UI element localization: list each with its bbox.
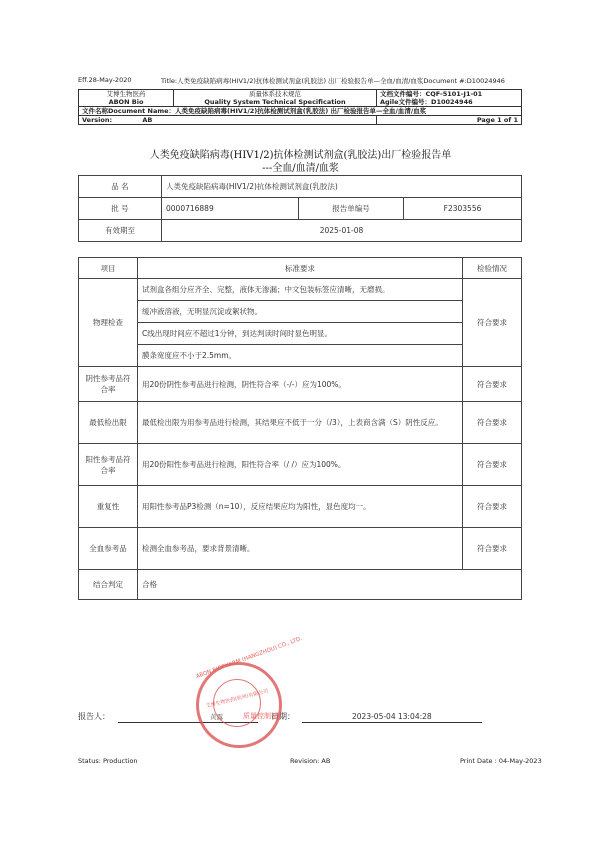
column-header-standard: 标准要求 bbox=[138, 258, 463, 279]
footer-revision: Revision: AB bbox=[290, 757, 331, 765]
inspection-table bbox=[78, 257, 522, 600]
report-date: 2023-05-04 13:04:28 bbox=[352, 712, 432, 721]
effective-date: Eff.28-May-2020 bbox=[78, 76, 132, 84]
conclusion-label: 结合判定 bbox=[79, 570, 138, 600]
report-no-value: F2303556 bbox=[404, 198, 522, 220]
row-item: 重复性 bbox=[79, 486, 138, 528]
physical-check-result: 符合要求 bbox=[463, 279, 522, 367]
table-row bbox=[79, 444, 522, 486]
reporter-name: 黄露 bbox=[210, 713, 223, 721]
number-cell bbox=[377, 90, 522, 107]
row-result: 符合要求 bbox=[463, 528, 522, 570]
table-row bbox=[79, 486, 522, 528]
document-title-line bbox=[161, 76, 505, 85]
physical-standard-line: 缓冲液溶液，无明显沉淀或絮状物。 bbox=[138, 301, 463, 323]
column-header-item: 项目 bbox=[79, 258, 138, 279]
system-cn: 质量体系技术规范 bbox=[249, 90, 301, 98]
lot-label: 批 号 bbox=[79, 198, 162, 220]
company-cell bbox=[79, 90, 174, 107]
company-cn: 艾博生物医药 bbox=[106, 90, 146, 98]
title-prefix: Title: bbox=[161, 77, 178, 85]
row-standard: 用20份阳性参考品进行检测，阳性符合率（/ /）应为100%。 bbox=[138, 444, 463, 486]
row-result: 符合要求 bbox=[463, 367, 522, 402]
version-label: Version: bbox=[82, 116, 113, 124]
footer-status: Status: Production bbox=[78, 757, 138, 765]
report-no-label: 报告单编号 bbox=[299, 198, 404, 220]
table-row bbox=[79, 528, 522, 570]
table-row bbox=[79, 367, 522, 402]
expiry-label: 有效期至 bbox=[79, 220, 162, 242]
agile-number: Agile文件编号：D10024946 bbox=[380, 98, 473, 106]
row-item: 阳性参考品符合率 bbox=[79, 444, 138, 486]
header-table bbox=[78, 89, 522, 125]
system-en: Quality System Technical Specification bbox=[204, 98, 346, 106]
row-standard: 检测全血参考品，要求背景清晰。 bbox=[138, 528, 463, 570]
row-standard: 用20份阴性参考品进行检测，阴性符合率（-/-）应为100%。 bbox=[138, 367, 463, 402]
row-result: 符合要求 bbox=[463, 444, 522, 486]
version-cell bbox=[79, 116, 377, 125]
conclusion-value: 合格 bbox=[138, 570, 522, 600]
reporter-label: 报告人： bbox=[78, 712, 110, 721]
table-row bbox=[79, 402, 522, 444]
product-value: 人类免疫缺陷病毒(HIV1/2)抗体检测试剂盒(乳胶法) bbox=[162, 176, 522, 198]
seal-department-text: 质量控制部 bbox=[243, 712, 278, 720]
version-value: AB bbox=[142, 116, 153, 124]
seal-center-text: 艾博生物医药(杭州)有限公司 bbox=[205, 688, 269, 710]
row-item: 阴性参考品符合率 bbox=[79, 367, 138, 402]
report-subtitle: ---全血/血清/血浆 bbox=[262, 163, 339, 174]
row-result: 符合要求 bbox=[463, 486, 522, 528]
file-name: 文件名称Document Name：人类免疫缺陷病毒(HIV1/2)抗体检测试剂盒(乳胶法) 出厂检验报告单—全血/血清/血浆 bbox=[79, 107, 522, 116]
row-standard: 用阳性参考品P3检测（n=10），反应结果应均为阳性，显色度均一。 bbox=[138, 486, 463, 528]
product-label: 品 名 bbox=[79, 176, 162, 198]
company-en: ABON Bio bbox=[108, 98, 144, 106]
page-number: Page 1 of 1 bbox=[377, 116, 522, 125]
date-underline bbox=[302, 722, 482, 723]
row-item: 最低检出限 bbox=[79, 402, 138, 444]
lot-value: 0000716889 bbox=[162, 198, 299, 220]
report-title: 人类免疫缺陷病毒(HIV1/2)抗体检测试剂盒(乳胶法)出厂检验报告单 bbox=[149, 150, 452, 161]
seal-ring-text: ABON BIOPHARM (HANGZHOU) CO., LTD. bbox=[195, 635, 303, 681]
date-label: 日期： bbox=[271, 712, 295, 721]
system-cell bbox=[174, 90, 377, 107]
physical-standard-line: 膜条宽度应不小于2.5mm。 bbox=[138, 345, 463, 367]
row-standard: 最低检出限为用参考品进行检测，其结果应不低于一分（/3），上表商含满（S）阴性反应。 bbox=[138, 402, 463, 444]
expiry-value: 2025-01-08 bbox=[162, 220, 522, 242]
row-item: 全血参考品 bbox=[79, 528, 138, 570]
file-number: 文档文件编号：CQF-5101-J1-01 bbox=[380, 90, 483, 98]
title-text: 人类免疫缺陷病毒(HIV1/2)抗体检测试剂盒(乳胶法) 出厂检验报告单—全血/血清/血浆Document #:D10024946 bbox=[177, 77, 505, 85]
product-info-table bbox=[78, 175, 522, 242]
footer-print-date: Print Date : 04-May-2023 bbox=[460, 757, 542, 765]
column-header-result: 检验情况 bbox=[463, 258, 522, 279]
physical-check-label: 物理检查 bbox=[79, 279, 138, 367]
physical-standard-line: 试剂盒各组分应齐全、完整，液体无渗漏；中文包装标签应清晰，无磨损。 bbox=[138, 279, 463, 301]
row-result: 符合要求 bbox=[463, 402, 522, 444]
physical-standard-line: C线出现时间应不超过1分钟，到达判读时间时显色明显。 bbox=[138, 323, 463, 345]
